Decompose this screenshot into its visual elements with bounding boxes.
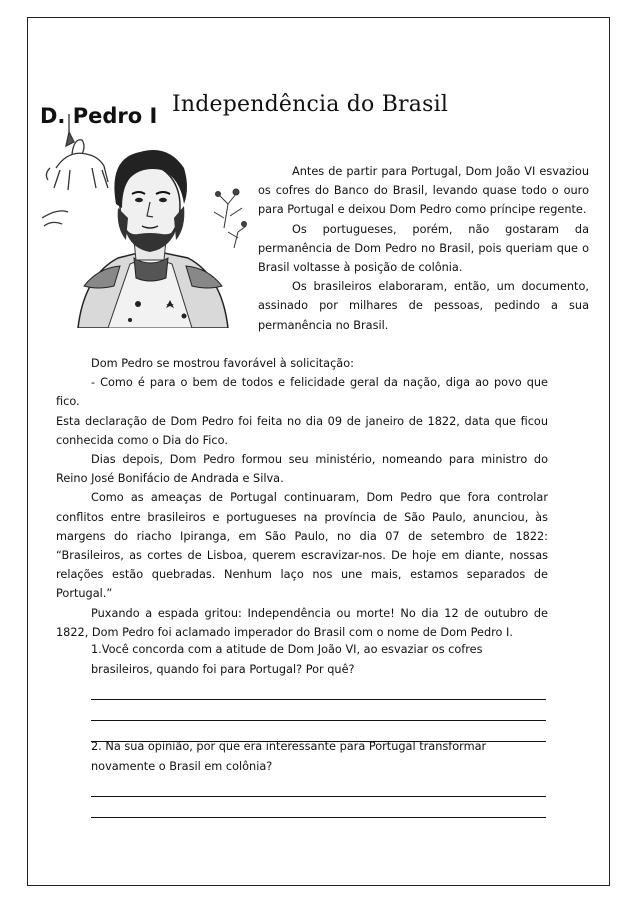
page-title: Independência do Brasil	[172, 92, 449, 117]
portrait-label: D. Pedro I	[40, 104, 158, 128]
side-paragraph: Os brasileiros elaboraram, então, um documento, assinado por milhares de pessoas, pedindo a sua permanência no Brasil.	[258, 280, 589, 332]
side-paragraph: Os portugueses, porém, não gostaram da permanência de Dom Pedro no Brasil, pois queriam que o Brasil voltasse à posição de colônia.	[258, 222, 589, 275]
side-paragraph: Antes de partir para Portugal, Dom João VI esvaziou os cofres do Banco do Brasil, levando quase todo o ouro para Portugal e deixou Dom Pedro como príncipe regente.	[258, 165, 589, 217]
body-paragraph: Dom Pedro se mostrou favorável à solicitação:	[91, 357, 354, 370]
question-text: 1.Você concorda com a atitude de Dom João VI, ao esvaziar os cofres brasileiros, quando foi para Portugal? Por quê?	[91, 643, 483, 676]
body-paragraph: Puxando a espada gritou: Independência ou morte! No dia 12 de outubro de 1822, Dom Pedro foi aclamado imperador do Brasil com o nome de Dom Pedro I.	[56, 606, 548, 639]
answer-line[interactable]	[91, 778, 546, 797]
body-paragraph: Como as ameaças de Portugal continuaram, Dom Pedro que fora controlar conflitos entre brasileiros e portugueses na província de São Paulo, anunciou, às margens do riacho Ipiranga, em São Paulo, no dia 07 de setembro de 1822: “Brasileiros, as cortes de Lisboa, querem escravizar-nos. De hoje em diante, nossas relações estão quebradas. Nenhum laço nos une mais, estamos separados de Portugal.”	[56, 491, 548, 601]
body-paragraph: Dias depois, Dom Pedro formou seu ministério, nomeando para ministro do Reino José Bonifácio de Andrada e Silva.	[56, 453, 548, 486]
question-2	[91, 737, 546, 818]
answer-line[interactable]	[91, 799, 546, 818]
answer-line[interactable]	[91, 681, 546, 700]
body-paragraph: - Como é para o bem de todos e felicidade geral da nação, diga ao povo que fico.	[56, 376, 548, 409]
side-text	[258, 162, 589, 335]
question-1	[91, 640, 546, 742]
question-text: 2. Na sua opinião, por que era interessante para Portugal transformar novamente o Brasil em colônia?	[91, 740, 487, 773]
body-paragraph: Esta declaração de Dom Pedro foi feita no dia 09 de janeiro de 1822, data que ficou conhecida como o Dia do Fico.	[56, 414, 548, 447]
body-text	[56, 354, 548, 642]
answer-line[interactable]	[91, 702, 546, 721]
portrait-illustration	[38, 108, 252, 328]
